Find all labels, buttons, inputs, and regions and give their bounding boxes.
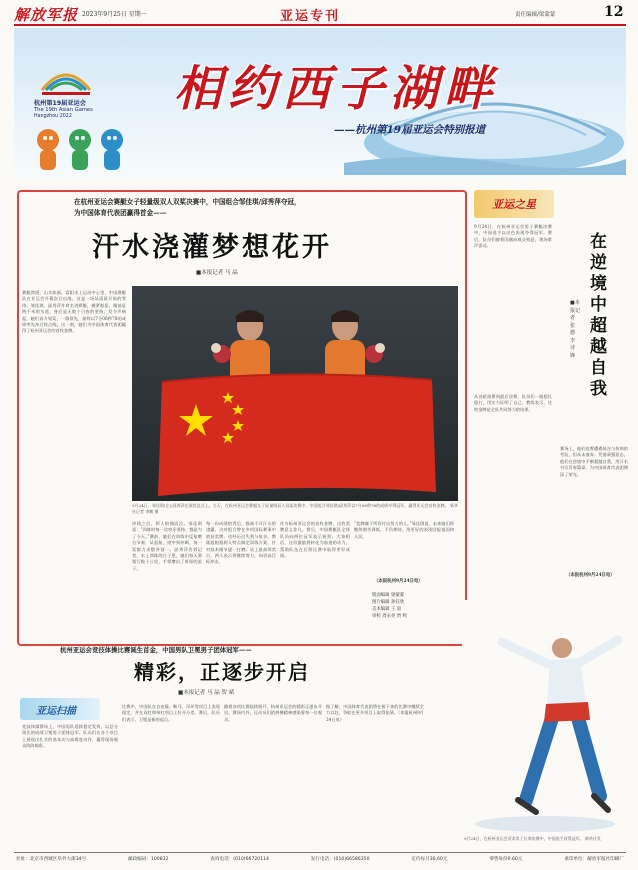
- second-byline: ■本报记者 马 晶 贺 斌: [178, 690, 235, 696]
- second-badge: [20, 698, 100, 720]
- section-title: 亚运专刊: [280, 9, 341, 24]
- page-number: 12: [604, 4, 624, 20]
- footer-rule: [14, 852, 626, 853]
- star-badge: [474, 190, 554, 218]
- second-col-4: 据了解，中国体育代表团将在接下来的比赛中继续全力以赴，争取在更多项目上取得佳绩。（本报杭州9月24日电）: [326, 704, 424, 722]
- credit-row: 美术编辑 王 晨: [372, 607, 402, 612]
- footer-price: 定价每月30.60元: [411, 857, 448, 862]
- lead-photo-caption: 9月24日，邹佳琪(左)/邱秀萍在颁奖仪式上。当天，在杭州亚运会赛艇女子轻量级双人双桨决赛中，中国组合邹佳琪/邱秀萍以7分06秒78的成绩夺得冠军，赢得亚运会首枚金牌。 新华社记者 李鹏 摄: [132, 503, 458, 514]
- lead-headline: 汗水浇灌梦想花开: [92, 232, 332, 263]
- lead-col-2: 冲线之后，两人相拥而泣。邹佳琪说：“训练时每一次咬牙坚持，都是为了今天。”赛前，她们在训练中反复磨合节奏，从起航、途中到冲刺，每一桨都力求整齐划一。邱秀萍告诉记者，水上训练的日子里，她们每天要划行数十公里，手掌磨出了厚厚的茧子。: [132, 521, 202, 571]
- masthead-bar: [0, 0, 638, 26]
- masthead: 解放军报: [14, 6, 79, 24]
- wushu-photo: [462, 600, 628, 834]
- second-badge-label: 亚运扫描: [36, 706, 76, 717]
- credit-row: 图片编辑 孙钰欣: [372, 600, 405, 605]
- right-col-b: 从首轮预赛到最后决赛，队员们一路稳扎稳打，用实力证明了自己。教练表示，这枚金牌是全队共同努力的结果。: [474, 394, 552, 412]
- lead-kicker-1: 在杭州亚运会赛艇女子轻量级双人双桨决赛中，中国组合邹佳琪/邱秀萍夺冠，: [74, 198, 301, 206]
- logo-line2: The 19th Asian Games: [34, 107, 93, 113]
- footer-postcode: 邮政编码：100832: [127, 857, 169, 862]
- wushu-caption: 9月24日，在杭州亚运会武术男子长拳决赛中，中国选手获得冠军。 新华社发: [464, 836, 601, 841]
- lead-photo: [132, 286, 458, 501]
- credit-row: 版面编辑 梁蒙蒙: [372, 593, 405, 598]
- star-badge-label: 亚运之星: [492, 198, 536, 211]
- date-line: 2023年9月25日 星期一: [82, 11, 147, 18]
- wushu-athlete-image: [462, 600, 628, 834]
- footer-circulation: 发行电话：(010)66586350: [310, 857, 370, 862]
- second-headline: 精彩，正逐步开启: [134, 660, 310, 684]
- lead-col-1: 赛艇湾道，山水如画。富阳水上运动中心里，中国赛艇队在亚运会开幕次日出战，这是一场从清晨开始的等待。邹佳琪、邱秀萍并肩坐进赛艇，握紧船桨，眼前是两千米的水道，身后是无数个日夜的坚持。发令声响起，她们奋力划桨，一路领先，最终以7分06秒78的成绩率先冲过终点线。这一刻，她们为中国体育代表团赢得了杭州亚运会的首枚金牌。: [22, 290, 126, 334]
- footer: [16, 856, 624, 866]
- footer-phone: 查询电话：(010)66720114: [210, 857, 269, 862]
- header-rule: [14, 24, 626, 26]
- footer-address: 社址：北京市西城区阜外大街34号: [16, 857, 87, 862]
- banner-title: 相约西子湖畔: [174, 61, 499, 117]
- lead-credits: [372, 592, 458, 620]
- footer-retail: 零售每份0.60元: [489, 857, 523, 862]
- right-col-c: 赛场上，他们也曾遭遇低谷与伤病的考验，但从未放弃。凭借顽强意志，他们在逆境中不断超越自我，用汗水书写青春篇章，为中国体育代表团增添了荣光。: [560, 446, 628, 477]
- lead-byline: ■本报记者 马 晶: [196, 270, 238, 276]
- athletes-with-flag-image: [132, 286, 458, 501]
- second-col-3: 随着各项比赛陆续展开，杭州亚运会的精彩正逐步开启。赛场内外，运动员们的拼搏精神感染着每一位观众。: [224, 704, 322, 722]
- lead-kicker-2: 为中国体育代表团赢得首金——: [74, 209, 167, 217]
- right-end-note: （本报杭州9月24日电）: [566, 573, 615, 578]
- right-col-a: 9月24日，在杭州亚运会男子赛艇决赛中，中国选手以出色表现夺得冠军。赛后，队员们披着国旗向观众致意，现场掌声雷动。: [474, 224, 552, 249]
- banner: [14, 28, 626, 178]
- mascots-illustration: [32, 126, 128, 174]
- second-col-2: 比赛中，中国队在自由操、鞍马、吊环等项目上表现稳定，并在双杠和单杠项目上拉开分差。赛后，队员们表示，卫冕是新的起点。: [122, 704, 220, 722]
- banner-subtitle: ——杭州第19届亚运会特别报道: [334, 124, 486, 136]
- lead-col-3: 每一份成绩的背后，都离不开汗水的浇灌。这对组合曾在多项国际赛事中收获奖牌，也经历过失利与低谷。教练组根据两人特点制定训练方案，针对技术细节逐一打磨。站上最高领奖台，两人表示将继续努力，向更高目标冲击。: [206, 521, 276, 565]
- logo-line1: 杭州第19届亚运会: [34, 100, 86, 107]
- footer-printer: 承印单位：解放军报社印刷厂: [564, 857, 624, 862]
- lead-col-5: “奖牌属于所有付出努力的人。”邹佳琪说，未来她们将继续刻苦训练，不负期待，用更好的表现回报祖国和人民。: [354, 521, 454, 539]
- lead-end-note: （本报杭州9月24日电）: [374, 579, 423, 584]
- editor-line: 责任编辑/梁蒙蒙: [515, 12, 556, 18]
- lead-col-4: 作为杭州亚运会的首枚金牌，这枚奖牌意义非凡。赛后，中国赛艇队全体队员向两位冠军表示祝贺。大家相信，这份激励将转化为前进的动力，帮助队伍在后续比赛中取得更好成绩。: [280, 521, 350, 559]
- asian-games-logo: [36, 56, 96, 98]
- second-kicker: 杭州亚运会竞技体操比赛诞生首金，中国男队卫冕男子团体冠军——: [60, 646, 252, 654]
- right-headline: 在逆境中超越自我: [590, 232, 607, 399]
- right-byline: ■本报记者 张 德 李 诗 锋: [570, 300, 581, 359]
- logo-line3: Hangzhou 2022: [34, 114, 72, 119]
- credit-row: 审校 周永亮 贾 鸣: [372, 614, 407, 619]
- second-col-1: 竞技体操赛场上，中国男队延续稳定发挥，以总分领先的成绩卫冕男子团体冠军。队员们在各个项目上展现出扎实的基本功与高难度动作，赢得现场观众阵阵喝彩。: [22, 724, 118, 749]
